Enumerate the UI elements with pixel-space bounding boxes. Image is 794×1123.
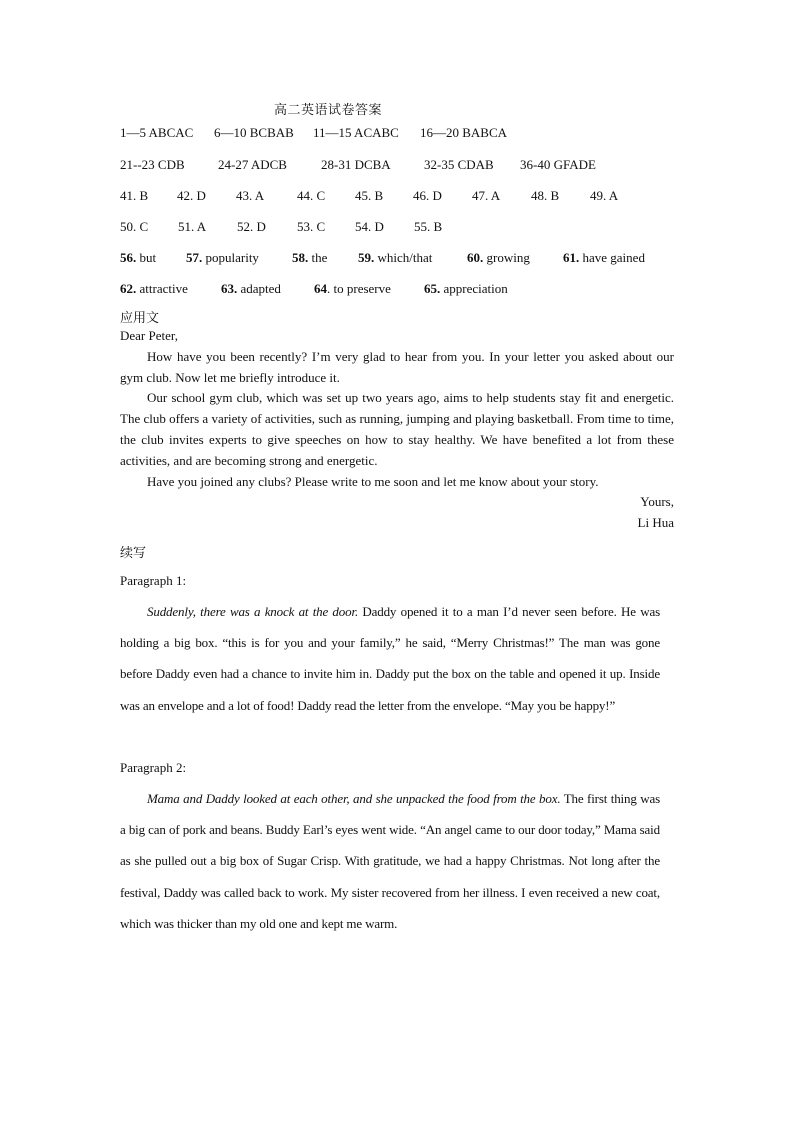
answer-number: 61. (563, 250, 580, 265)
answer-item: 47. A (472, 188, 501, 203)
answer-item: 44. C (297, 188, 326, 203)
answer-number: 60. (467, 250, 484, 265)
answer-item: 53. C (297, 219, 326, 234)
answer-group: 36-40 GFADE (520, 157, 596, 172)
answer-text: which/that (374, 250, 433, 265)
answer-item: 48. B (531, 188, 560, 203)
answer-item: 45. B (355, 188, 384, 203)
letter-closing: Yours, (640, 494, 674, 509)
answer-item: 41. B (120, 188, 149, 203)
answer-text: attractive (136, 281, 188, 296)
answer-item (120, 281, 188, 297)
answer-number: 64 (314, 281, 327, 296)
answer-item (358, 250, 432, 266)
letter-signature: Li Hua (637, 515, 674, 530)
answer-number: 56. (120, 250, 137, 265)
answer-number: 62. (120, 281, 137, 296)
answer-group: 21--23 CDB (120, 157, 185, 172)
answer-group: 16—20 BABCA (420, 125, 508, 140)
answer-item: 46. D (413, 188, 442, 203)
answer-group: 11—15 ACABC (313, 125, 399, 140)
paragraph-2-label: Paragraph 2: (120, 760, 187, 775)
paragraph-1-text: Daddy opened it to a man I’d never seen before. He was holding a big box. “this is for you and your family,” he said, “Merry Christmas!” The man was gone before Daddy even had a chance to invite him in. Daddy put the box on the table and opened it up. Inside was an envelope and a lot of food! Daddy read the letter from the envelope. “May you be happy!” (120, 604, 660, 713)
answer-item: 49. A (590, 188, 619, 203)
answer-number: 58. (292, 250, 309, 265)
paragraph-2-lead-sentence: Mama and Daddy looked at each other, and she unpacked the food from the box. (147, 791, 561, 806)
answer-number: 65. (424, 281, 441, 296)
paragraph-1-lead-sentence: Suddenly, there was a knock at the door. (147, 604, 359, 619)
answer-item (563, 250, 645, 266)
letter-salutation: Dear Peter, (120, 328, 178, 343)
answer-item (186, 250, 259, 266)
paragraph-2-text: The first thing was a big can of pork and beans. Buddy Earl’s eyes went wide. “An angel came to our door today,” Mama said as she pulled out a big box of Sugar Crisp. With gratitude, we had a happy Christmas. Not long after the festival, Daddy was called back to work. My sister recovered from her illness. I even received a new coat, which was thicker than my old one and kept me warm. (120, 791, 660, 931)
answer-text: popularity (202, 250, 259, 265)
answer-item: 42. D (177, 188, 206, 203)
letter-body (120, 326, 674, 492)
answer-group: 32-35 CDAB (424, 157, 494, 172)
answer-item (467, 250, 530, 266)
answer-text: growing (483, 250, 530, 265)
answer-number: 63. (221, 281, 238, 296)
answer-text: but (136, 250, 157, 265)
answer-item: 43. A (236, 188, 265, 203)
answer-text: appreciation (440, 281, 508, 296)
answer-item: 54. D (355, 219, 384, 234)
answer-item (424, 281, 508, 297)
answer-text: have gained (579, 250, 645, 265)
letter-paragraph-1: How have you been recently? I’m very glad to hear from you. In your letter you asked about our gym club. Now let me briefly introduce it. (120, 348, 674, 385)
section-heading-continuation-writing: 续写 (120, 545, 147, 560)
answer-item: 55. B (414, 219, 443, 234)
story-paragraph-1 (120, 596, 660, 721)
answer-group: 28-31 DCBA (321, 157, 391, 172)
answer-item (292, 250, 327, 266)
answer-item: 52. D (237, 219, 266, 234)
answer-item (314, 281, 391, 297)
answer-group: 1—5 ABCAC (120, 125, 194, 140)
answer-item: 50. C (120, 219, 149, 234)
answer-text: the (308, 250, 328, 265)
answer-item: 51. A (178, 219, 207, 234)
story-paragraph-2 (120, 783, 660, 939)
paragraph-1-label: Paragraph 1: (120, 573, 187, 588)
answer-group: 6—10 BCBAB (214, 125, 294, 140)
answer-number: 59. (358, 250, 375, 265)
answer-item (120, 250, 156, 266)
answer-item (221, 281, 281, 297)
section-heading-application-writing: 应用文 (120, 310, 160, 325)
page-title: 高二英语试卷答案 (274, 102, 383, 117)
letter-paragraph-3: Have you joined any clubs? Please write to me soon and let me know about your story. (147, 473, 599, 489)
answer-group: 24-27 ADCB (218, 157, 287, 172)
answer-text: adapted (237, 281, 281, 296)
answer-text: . to preserve (327, 281, 391, 296)
answer-number: 57. (186, 250, 203, 265)
letter-paragraph-2: Our school gym club, which was set up two years ago, aims to help students stay fit and energetic. The club offers a variety of activities, such as running, jumping and playing basketball. From time to time, the club invites experts to give speeches on how to stay healthy. We have benefited a lot from these activities, and are becoming strong and energetic. (120, 390, 674, 468)
